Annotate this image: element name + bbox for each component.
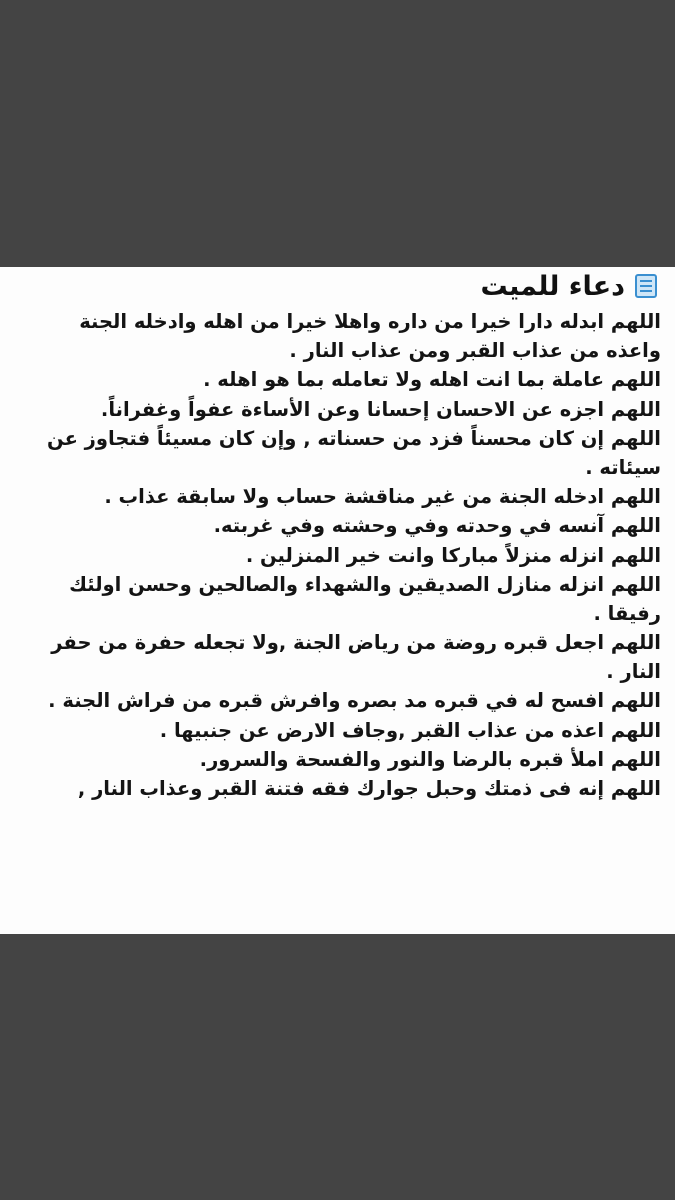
text-line: سيئاته . bbox=[585, 455, 661, 479]
title-row bbox=[480, 269, 657, 303]
document-page bbox=[0, 267, 675, 934]
text-line: اللهم إنه فى ذمتك وحبل جوارك فقه فتنة القبر وعذاب النار , bbox=[77, 777, 661, 800]
text-line: اللهم ابدله دارا خيرا من داره واهلا خيرا من اهله وادخله الجنة bbox=[79, 310, 661, 333]
page-title: دعاء للميت bbox=[480, 270, 625, 302]
document-icon bbox=[635, 274, 657, 298]
text-line: اللهم اجزه عن الاحسان إحسانا وعن الأساءة عفواً وغفراناً. bbox=[100, 397, 661, 421]
text-line: اللهم اجعل قبره روضة من رياض الجنة ,ولا تجعله حفرة من حفر bbox=[51, 631, 661, 655]
text-line: اللهم آنسه في وحدته وفي وحشته وفي غربته. bbox=[213, 514, 661, 538]
text-line: اللهم ادخله الجنة من غير مناقشة حساب ولا سابقة عذاب . bbox=[104, 485, 661, 509]
text-line: واعذه من عذاب القبر ومن عذاب النار . bbox=[289, 339, 661, 363]
text-line: اللهم اعذه من عذاب القبر ,وجاف الارض عن جنبيها . bbox=[159, 718, 661, 742]
text-line: رفيقا . bbox=[593, 601, 661, 625]
text-line: اللهم عاملة بما انت اهله ولا تعامله بما هو اهله . bbox=[203, 368, 661, 392]
text-line: اللهم إن كان محسناً فزد من حسناته , وإن كان مسيئاً فتجاوز عن bbox=[47, 426, 661, 450]
text-line: اللهم افسح له في قبره مد بصره وافرش قبره من فراش الجنة . bbox=[48, 689, 661, 713]
text-line: اللهم انزله منازل الصديقين والشهداء والصالحين وحسن اولئك bbox=[69, 572, 661, 596]
text-line: النار . bbox=[606, 660, 661, 684]
prayer-lines bbox=[10, 307, 661, 803]
text-line: اللهم املأ قبره بالرضا والنور والفسحة والسرور. bbox=[199, 747, 661, 771]
text-line: اللهم انزله منزلاً مباركا وانت خير المنزلين . bbox=[245, 543, 661, 567]
